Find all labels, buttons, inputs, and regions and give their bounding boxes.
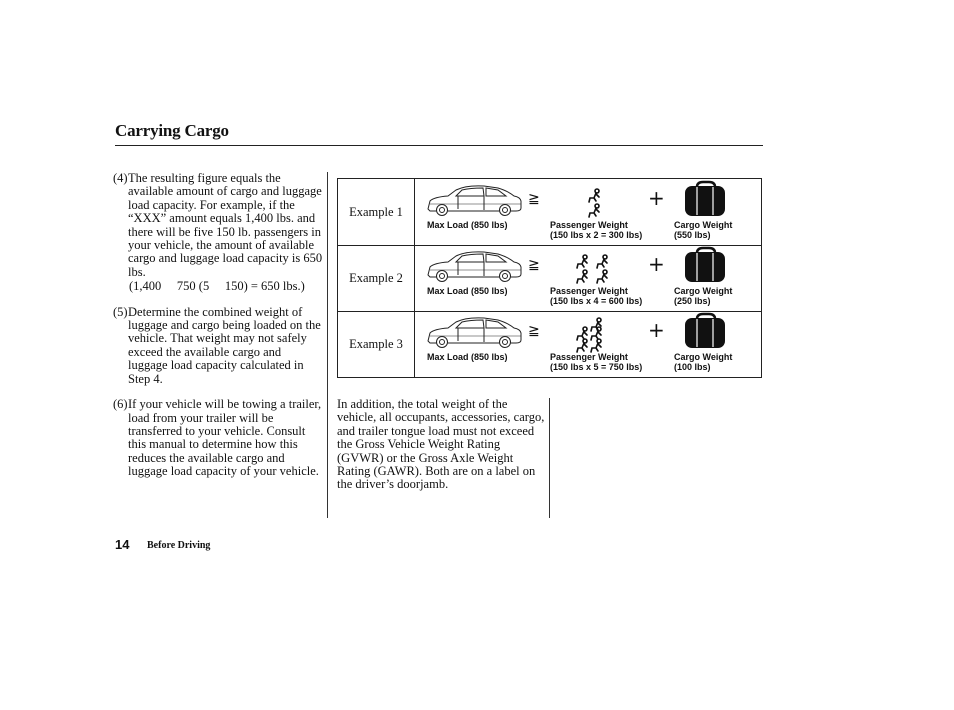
plus-symbol: +: [648, 186, 665, 210]
passenger-icons: [577, 255, 607, 283]
plus-symbol: +: [648, 252, 665, 276]
greater-equal-symbol: ≧: [528, 191, 540, 207]
suitcase-icon: [685, 248, 725, 282]
example-label: Example 2: [338, 245, 415, 311]
passenger-weight-label: Passenger Weight: [550, 352, 628, 362]
example-label: Example 1: [338, 179, 415, 245]
step-5: [113, 306, 323, 386]
passenger-icon: [597, 270, 607, 283]
step-4: [113, 172, 323, 294]
example-row: [338, 179, 761, 246]
load-examples-table: [337, 178, 762, 378]
greater-equal-symbol: ≧: [528, 257, 540, 273]
column-divider: [327, 172, 328, 518]
passenger-icon: [589, 204, 599, 217]
section-name: Before Driving: [147, 540, 211, 551]
passenger-icons: [577, 318, 601, 352]
cargo-weight-value: (250 lbs): [674, 296, 711, 306]
example-row: [338, 311, 761, 377]
example-label: Example 3: [338, 311, 415, 377]
weight-rating-paragraph: In addition, the total weight of the vehicle, all occupants, accessories, cargo, and trailer tongue load must not exceed the Gross Vehicle Weight Rating (GVWR) or the Gross Axle Weight Rating (GAWR). Both are on a label on the driver’s doorjamb.: [337, 397, 545, 492]
column-divider: [549, 398, 550, 518]
plus-symbol: +: [648, 318, 665, 342]
passenger-icon: [589, 189, 599, 202]
passenger-weight-calc: (150 lbs x 4 = 600 lbs): [550, 296, 643, 306]
step-text: Determine the combined weight of luggage and cargo being loaded on the vehicle. That weight may not safely exceed the available cargo and luggage load capacity calculated in Step 4.: [128, 304, 321, 386]
step-calculation: (1,400 750 (5 150) = 650 lbs.): [129, 279, 305, 294]
step-number: (6): [113, 397, 128, 412]
suitcase-icon: [685, 182, 725, 216]
passenger-icon: [577, 255, 587, 268]
passenger-weight-label: Passenger Weight: [550, 286, 628, 296]
passenger-weight-calc: (150 lbs x 5 = 750 lbs): [550, 362, 643, 372]
section-title: Carrying Cargo: [115, 121, 229, 140]
title-rule: [115, 145, 763, 146]
passenger-icons: [589, 189, 599, 217]
passenger-icon: [591, 339, 601, 352]
passenger-weight-label: Passenger Weight: [550, 220, 628, 230]
passenger-weight-calc: (150 lbs x 2 = 300 lbs): [550, 230, 643, 240]
page-number: 14: [115, 537, 130, 552]
step-text: The resulting figure equals the available amount of cargo and luggage load capacity. For example, if the “XXX” amount equals 1,400 lbs. and there will be five 150 lb. passengers in your vehicle, the amount of available cargo and luggage load capacity is 650 lbs.: [128, 171, 323, 279]
max-load-label: Max Load (850 lbs): [427, 220, 508, 230]
suitcase-icon: [685, 314, 725, 348]
passenger-icon: [577, 270, 587, 283]
cargo-weight-value: (100 lbs): [674, 362, 711, 372]
cargo-weight-label: Cargo Weight: [674, 352, 733, 362]
cargo-weight-label: Cargo Weight: [674, 286, 733, 296]
cargo-weight-value: (550 lbs): [674, 230, 711, 240]
max-load-label: Max Load (850 lbs): [427, 352, 508, 362]
passenger-icon: [577, 339, 587, 352]
car-icon: [428, 318, 521, 348]
step-number: (5): [113, 304, 128, 319]
car-icon: [428, 186, 521, 216]
car-icon: [428, 252, 521, 282]
passenger-icon: [577, 327, 587, 340]
greater-equal-symbol: ≧: [528, 323, 540, 339]
step-6: [113, 398, 323, 478]
passenger-icon: [597, 255, 607, 268]
left-column: [113, 172, 323, 491]
max-load-label: Max Load (850 lbs): [427, 286, 508, 296]
cargo-weight-label: Cargo Weight: [674, 220, 733, 230]
step-text: If your vehicle will be towing a trailer, load from your trailer will be transferred to your vehicle. Consult this manual to determine how this reduces the available cargo and luggage load capacity of your vehicle.: [128, 397, 322, 479]
step-number: (4): [113, 171, 128, 185]
example-row: [338, 245, 761, 312]
